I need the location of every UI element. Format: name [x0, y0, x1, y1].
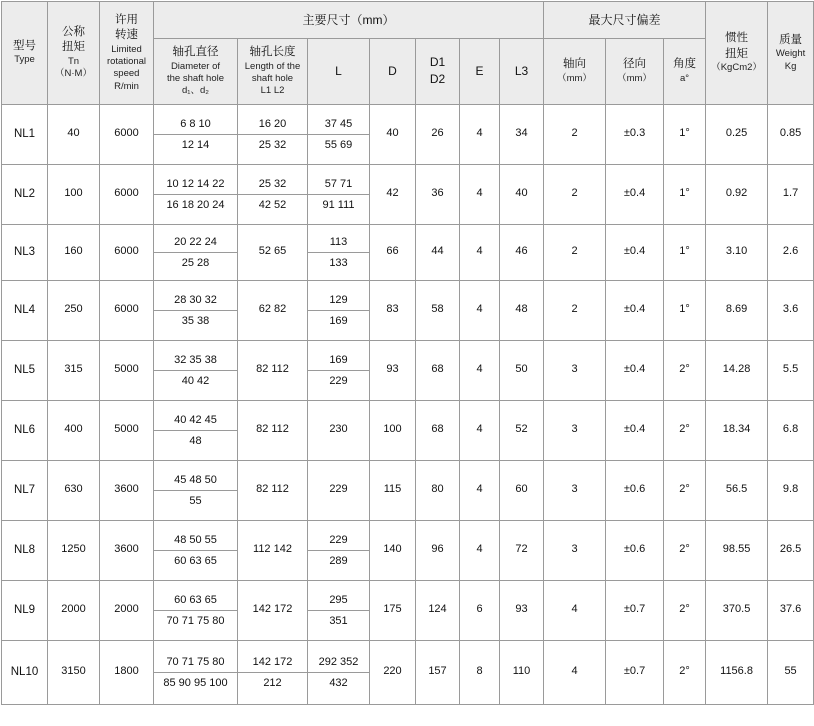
header-inertia: 惯性 扭矩 （KgCm2） — [706, 2, 768, 105]
cell-D1-D2: 124 — [416, 580, 460, 640]
cell-D: 83 — [370, 280, 416, 340]
cell-shaft-hole-diameter — [154, 164, 238, 224]
cell-shaft-hole-diameter-part: 85 90 95 100 — [154, 672, 237, 693]
cell-angle-deviation: 2° — [664, 460, 706, 520]
cell-weight: 6.8 — [768, 400, 814, 460]
cell-D: 220 — [370, 640, 416, 704]
cell-limited-speed: 6000 — [100, 280, 154, 340]
cell-L-part: 57 71 — [324, 177, 353, 190]
cell-L3: 110 — [500, 640, 544, 704]
table-row — [2, 164, 814, 224]
cell-shaft-hole-diameter-part: 35 38 — [154, 310, 237, 331]
cell-L-part: 169 — [308, 310, 369, 331]
cell-shaft-hole-diameter-part: 20 22 24 — [174, 235, 217, 248]
header-nominal-torque: 公称 扭矩 Tn （N·M） — [48, 2, 100, 105]
header-weight: 质量 Weight Kg — [768, 2, 814, 105]
cell-L-part: 37 45 — [324, 117, 353, 130]
cell-radial-deviation: ±0.4 — [606, 224, 664, 280]
cell-shaft-hole-length-part: 25 32 — [238, 134, 307, 155]
cell-E: 4 — [460, 460, 500, 520]
cell-shaft-hole-diameter — [154, 224, 238, 280]
cell-E: 4 — [460, 224, 500, 280]
cell-E: 4 — [460, 164, 500, 224]
cell-weight: 1.7 — [768, 164, 814, 224]
table-row — [2, 340, 814, 400]
cell-L — [308, 640, 370, 704]
cell-axial-deviation: 3 — [544, 460, 606, 520]
cell-L-part: 229 — [308, 370, 369, 391]
cell-type: NL2 — [2, 164, 48, 224]
cell-D1-D2: 26 — [416, 104, 460, 164]
cell-axial-deviation: 4 — [544, 580, 606, 640]
cell-radial-deviation: ±0.7 — [606, 640, 664, 704]
table-row — [2, 520, 814, 580]
cell-angle-deviation: 2° — [664, 640, 706, 704]
table-row — [2, 580, 814, 640]
cell-shaft-hole-length — [238, 640, 308, 704]
cell-L — [308, 340, 370, 400]
cell-D: 40 — [370, 104, 416, 164]
cell-shaft-hole-diameter-part: 48 — [154, 430, 237, 451]
cell-L3: 52 — [500, 400, 544, 460]
cell-D1-D2: 44 — [416, 224, 460, 280]
cell-E: 4 — [460, 104, 500, 164]
cell-inertia: 18.34 — [706, 400, 768, 460]
cell-limited-speed: 6000 — [100, 224, 154, 280]
cell-nominal-torque: 250 — [48, 280, 100, 340]
cell-axial-deviation: 3 — [544, 340, 606, 400]
cell-L-part: 129 — [329, 293, 348, 306]
cell-D: 42 — [370, 164, 416, 224]
header-type: 型号 Type — [2, 2, 48, 105]
cell-shaft-hole-diameter — [154, 340, 238, 400]
cell-L: 230 — [308, 400, 370, 460]
table-row — [2, 224, 814, 280]
cell-E: 4 — [460, 340, 500, 400]
table-row — [2, 400, 814, 460]
cell-inertia: 14.28 — [706, 340, 768, 400]
table-row — [2, 280, 814, 340]
cell-weight: 26.5 — [768, 520, 814, 580]
cell-shaft-hole-diameter-part: 48 50 55 — [174, 533, 217, 546]
cell-D: 115 — [370, 460, 416, 520]
cell-L3: 93 — [500, 580, 544, 640]
cell-type: NL4 — [2, 280, 48, 340]
cell-limited-speed: 3600 — [100, 460, 154, 520]
cell-axial-deviation: 3 — [544, 520, 606, 580]
cell-radial-deviation: ±0.4 — [606, 164, 664, 224]
header-axial: 轴向 （mm） — [544, 39, 606, 105]
cell-weight: 55 — [768, 640, 814, 704]
cell-D1-D2: 157 — [416, 640, 460, 704]
cell-L3: 34 — [500, 104, 544, 164]
cell-L — [308, 280, 370, 340]
cell-type: NL7 — [2, 460, 48, 520]
cell-E: 8 — [460, 640, 500, 704]
table-row — [2, 460, 814, 520]
cell-limited-speed: 3600 — [100, 520, 154, 580]
cell-shaft-hole-length-part: 42 52 — [238, 194, 307, 215]
cell-shaft-hole-length-part: 212 — [238, 672, 307, 693]
cell-shaft-hole-diameter-part: 55 — [154, 490, 237, 511]
cell-L — [308, 224, 370, 280]
cell-D1-D2: 68 — [416, 340, 460, 400]
cell-E: 4 — [460, 520, 500, 580]
header-angle: 角度 a° — [664, 39, 706, 105]
cell-shaft-hole-diameter-part: 25 28 — [154, 252, 237, 273]
cell-shaft-hole-length: 112 142 — [238, 520, 308, 580]
header-shaft-hole-diameter: 轴孔直径 Diameter of the shaft hole d₁、d₂ — [154, 39, 238, 105]
cell-weight: 2.6 — [768, 224, 814, 280]
cell-nominal-torque: 1250 — [48, 520, 100, 580]
cell-type: NL1 — [2, 104, 48, 164]
cell-shaft-hole-diameter-part: 16 18 20 24 — [154, 194, 237, 215]
cell-angle-deviation: 1° — [664, 104, 706, 164]
cell-nominal-torque: 100 — [48, 164, 100, 224]
cell-nominal-torque: 630 — [48, 460, 100, 520]
cell-L-part: 169 — [329, 353, 348, 366]
cell-radial-deviation: ±0.3 — [606, 104, 664, 164]
cell-shaft-hole-length: 62 82 — [238, 280, 308, 340]
cell-axial-deviation: 2 — [544, 104, 606, 164]
cell-angle-deviation: 1° — [664, 164, 706, 224]
cell-inertia: 370.5 — [706, 580, 768, 640]
cell-L-part: 351 — [308, 610, 369, 631]
cell-shaft-hole-length-part: 16 20 — [258, 117, 287, 130]
cell-shaft-hole-diameter — [154, 104, 238, 164]
cell-inertia: 56.5 — [706, 460, 768, 520]
cell-D1-D2: 36 — [416, 164, 460, 224]
table-row — [2, 104, 814, 164]
cell-axial-deviation: 3 — [544, 400, 606, 460]
cell-shaft-hole-diameter-part: 60 63 65 — [174, 593, 217, 606]
cell-E: 4 — [460, 400, 500, 460]
cell-axial-deviation: 4 — [544, 640, 606, 704]
cell-L-part: 292 352 — [318, 655, 359, 668]
cell-L3: 40 — [500, 164, 544, 224]
cell-angle-deviation: 2° — [664, 340, 706, 400]
cell-shaft-hole-diameter-part: 10 12 14 22 — [166, 177, 225, 190]
cell-inertia: 98.55 — [706, 520, 768, 580]
cell-L3: 60 — [500, 460, 544, 520]
cell-shaft-hole-diameter-part: 60 63 65 — [154, 550, 237, 571]
cell-radial-deviation: ±0.4 — [606, 400, 664, 460]
table-row — [2, 640, 814, 704]
cell-inertia: 8.69 — [706, 280, 768, 340]
cell-shaft-hole-diameter — [154, 460, 238, 520]
cell-weight: 0.85 — [768, 104, 814, 164]
cell-inertia: 0.25 — [706, 104, 768, 164]
cell-D: 100 — [370, 400, 416, 460]
specification-table — [1, 1, 814, 705]
cell-limited-speed: 5000 — [100, 400, 154, 460]
cell-shaft-hole-diameter-part: 28 30 32 — [174, 293, 217, 306]
cell-L — [308, 104, 370, 164]
cell-L: 229 — [308, 460, 370, 520]
table-body — [2, 104, 814, 704]
cell-radial-deviation: ±0.7 — [606, 580, 664, 640]
cell-shaft-hole-length: 142 172 — [238, 580, 308, 640]
cell-axial-deviation: 2 — [544, 224, 606, 280]
cell-shaft-hole-diameter — [154, 280, 238, 340]
table-header — [2, 2, 814, 105]
cell-type: NL3 — [2, 224, 48, 280]
cell-weight: 5.5 — [768, 340, 814, 400]
cell-inertia: 1156.8 — [706, 640, 768, 704]
header-max-deviation: 最大尺寸偏差 — [544, 2, 706, 39]
cell-shaft-hole-diameter — [154, 520, 238, 580]
cell-D: 93 — [370, 340, 416, 400]
cell-L-part: 229 — [329, 533, 348, 546]
cell-angle-deviation: 2° — [664, 520, 706, 580]
cell-nominal-torque: 400 — [48, 400, 100, 460]
cell-shaft-hole-diameter — [154, 640, 238, 704]
cell-weight: 9.8 — [768, 460, 814, 520]
cell-L-part: 289 — [308, 550, 369, 571]
cell-D: 175 — [370, 580, 416, 640]
cell-type: NL8 — [2, 520, 48, 580]
cell-limited-speed: 2000 — [100, 580, 154, 640]
cell-limited-speed: 6000 — [100, 164, 154, 224]
cell-shaft-hole-diameter — [154, 400, 238, 460]
cell-type: NL5 — [2, 340, 48, 400]
cell-shaft-hole-length — [238, 104, 308, 164]
cell-radial-deviation: ±0.6 — [606, 460, 664, 520]
cell-radial-deviation: ±0.6 — [606, 520, 664, 580]
cell-shaft-hole-diameter-part: 32 35 38 — [174, 353, 217, 366]
cell-shaft-hole-diameter-part: 6 8 10 — [180, 117, 211, 130]
cell-shaft-hole-length-part: 25 32 — [258, 177, 287, 190]
cell-shaft-hole-length-part: 142 172 — [252, 655, 293, 668]
cell-E: 4 — [460, 280, 500, 340]
cell-D: 140 — [370, 520, 416, 580]
cell-shaft-hole-diameter-part: 12 14 — [154, 134, 237, 155]
header-radial: 径向 （mm） — [606, 39, 664, 105]
cell-shaft-hole-diameter-part: 70 71 75 80 — [154, 610, 237, 631]
cell-angle-deviation: 1° — [664, 224, 706, 280]
cell-L3: 72 — [500, 520, 544, 580]
cell-L-part: 113 — [329, 235, 348, 248]
cell-shaft-hole-length: 82 112 — [238, 340, 308, 400]
header-L3: L3 — [500, 39, 544, 105]
cell-nominal-torque: 315 — [48, 340, 100, 400]
cell-shaft-hole-length: 82 112 — [238, 460, 308, 520]
cell-type: NL10 — [2, 640, 48, 704]
cell-shaft-hole-diameter-part: 45 48 50 — [174, 473, 217, 486]
cell-type: NL6 — [2, 400, 48, 460]
cell-L3: 48 — [500, 280, 544, 340]
cell-angle-deviation: 1° — [664, 280, 706, 340]
cell-D1-D2: 80 — [416, 460, 460, 520]
cell-shaft-hole-diameter — [154, 580, 238, 640]
cell-L-part: 295 — [329, 593, 348, 606]
cell-nominal-torque: 160 — [48, 224, 100, 280]
header-D: D — [370, 39, 416, 105]
cell-L — [308, 520, 370, 580]
cell-angle-deviation: 2° — [664, 580, 706, 640]
cell-shaft-hole-length: 52 65 — [238, 224, 308, 280]
cell-shaft-hole-length: 82 112 — [238, 400, 308, 460]
cell-type: NL9 — [2, 580, 48, 640]
cell-L3: 46 — [500, 224, 544, 280]
cell-shaft-hole-diameter-part: 70 71 75 80 — [166, 655, 225, 668]
header-main-dimensions: 主要尺寸（mm） — [154, 2, 544, 39]
cell-shaft-hole-diameter-part: 40 42 — [154, 370, 237, 391]
cell-nominal-torque: 2000 — [48, 580, 100, 640]
header-D1-D2: D1 D2 — [416, 39, 460, 105]
cell-L — [308, 164, 370, 224]
header-L: L — [308, 39, 370, 105]
cell-limited-speed: 1800 — [100, 640, 154, 704]
cell-L-part: 55 69 — [308, 134, 369, 155]
cell-angle-deviation: 2° — [664, 400, 706, 460]
cell-L-part: 91 111 — [308, 194, 369, 215]
cell-nominal-torque: 40 — [48, 104, 100, 164]
cell-shaft-hole-length — [238, 164, 308, 224]
cell-limited-speed: 6000 — [100, 104, 154, 164]
cell-nominal-torque: 3150 — [48, 640, 100, 704]
cell-axial-deviation: 2 — [544, 164, 606, 224]
cell-inertia: 0.92 — [706, 164, 768, 224]
cell-D1-D2: 68 — [416, 400, 460, 460]
cell-L3: 50 — [500, 340, 544, 400]
cell-D: 66 — [370, 224, 416, 280]
cell-L-part: 432 — [308, 672, 369, 693]
header-E: E — [460, 39, 500, 105]
cell-shaft-hole-diameter-part: 40 42 45 — [174, 413, 217, 426]
cell-D1-D2: 96 — [416, 520, 460, 580]
cell-L — [308, 580, 370, 640]
cell-weight: 3.6 — [768, 280, 814, 340]
cell-axial-deviation: 2 — [544, 280, 606, 340]
cell-E: 6 — [460, 580, 500, 640]
cell-radial-deviation: ±0.4 — [606, 340, 664, 400]
cell-D1-D2: 58 — [416, 280, 460, 340]
cell-inertia: 3.10 — [706, 224, 768, 280]
cell-weight: 37.6 — [768, 580, 814, 640]
cell-radial-deviation: ±0.4 — [606, 280, 664, 340]
header-shaft-hole-length: 轴孔长度 Length of the shaft hole L1 L2 — [238, 39, 308, 105]
header-limited-speed: 许用 转速 Limited rotational speed R/min — [100, 2, 154, 105]
cell-limited-speed: 5000 — [100, 340, 154, 400]
cell-L-part: 133 — [308, 252, 369, 273]
